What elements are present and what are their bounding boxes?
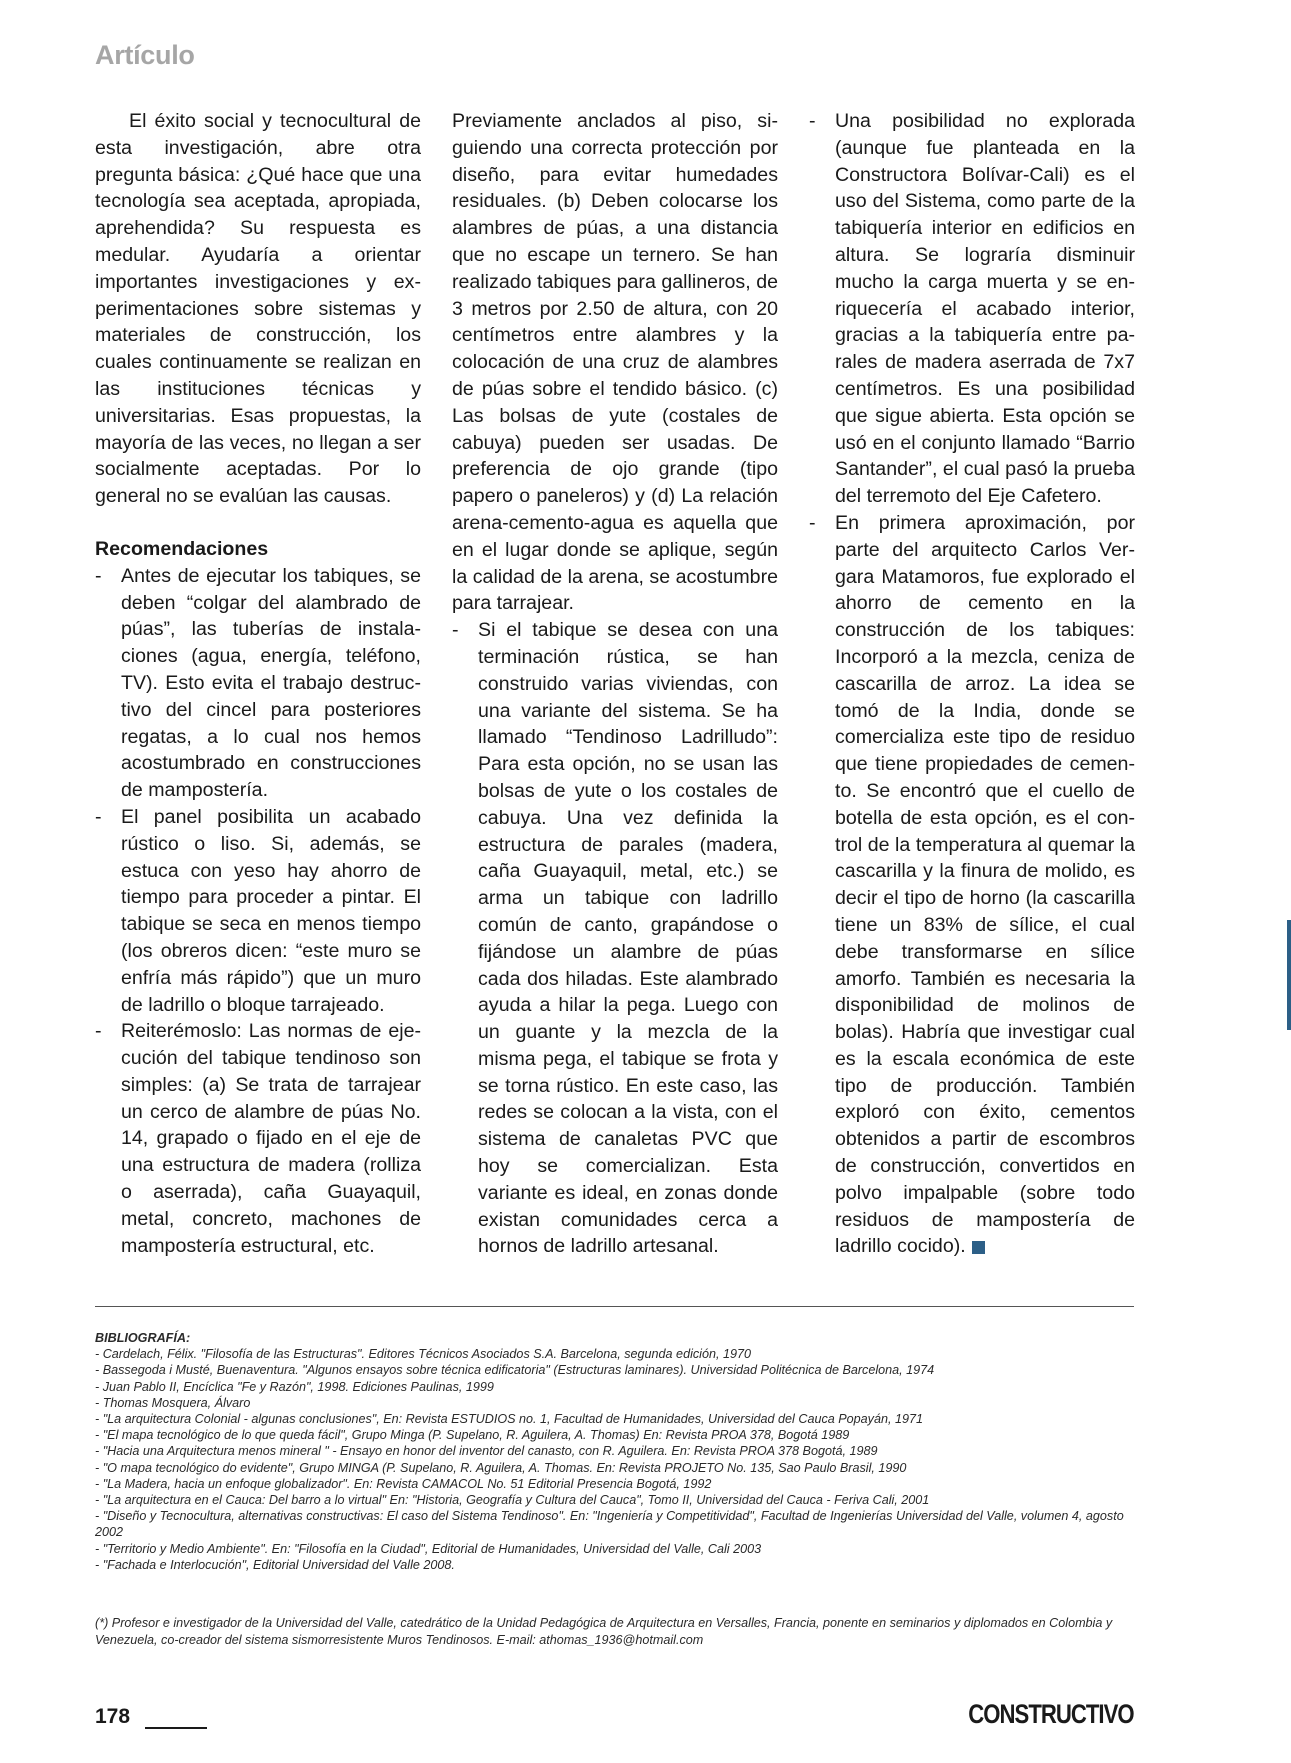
bibliography-entry: - "Hacia una Arquitectura menos mineral " - Ensayo en honor del inventor del canasto, con R. Aguilera. En: Revista PROA 378 Bogotá, 1989 <box>95 1444 878 1459</box>
last-item-text: En primera aproximación, por parte del arquitecto Carlos Vergara Matamoros, fue explorado el ahorro de cemento en la construcción de los tabiques: Incorporó a la mezcla, ceniza de cascarilla de arroz. La idea se tomó de la India, donde se comercializa este tipo de residuo que tiene propiedades de cemento. Se encontró que el cuello de botella de esta opción, es el control de la temperatura al quemar la cascarilla y la finura de molido, es decir el tipo de horno (la cascarilla tiene un 83% de sílice, el cual debe transformarse en sílice amorfo. También es necesaria la disponibilidad de molinos de bolas). Habría que investigar cual es la escala económica de este tipo de producción. También exploró con éxito, cementos obtenidos a partir de escombros de construcción, convertidos en polvo impalpable (sobre todo residuos de mampostería de ladrillo cocido). <box>835 511 1135 1258</box>
column-3 <box>809 108 1135 1290</box>
bibliography-entry: - "O mapa tecnológico do evidente", Grupo MINGA (P. Supelano, R. Aguilera, A. Thomas. En: Revista PROJETO No. 135, Sao Paulo Brasil, 1990 <box>95 1460 907 1475</box>
page-edge-marker <box>1287 920 1291 1030</box>
list-item: - Antes de ejecutar los tabiques, se deben “colgar del alambrado de púas”, las tuberías de instalaciones (agua, energía, teléfono, TV). Esto evita el trabajo destructivo del cincel para posteriores regatas, a lo cual nos hemos acostumbrado en construcciones de mampostería. <box>95 563 421 804</box>
bibliography-entry: - "La Madera, hacia un enfoque globalizador". En: Revista CAMACOL No. 51 Editorial Presencia Bogotá, 1992 <box>95 1476 712 1491</box>
list-item: - Si el tabique se desea con una terminación rústica, se han construido varias viviendas, con una variante del sistema. Se ha llamado “Tendinoso Ladrilludo”: Para esta opción, no se usan las bolsas de yute o los costales de cabuya. Una vez definida la estructura de parales (madera, caña Guayaquil, metal, etc.) se arma un tabique con ladrillo común de canto, grapándose o fijándose un alambre de púas cada dos hiladas. Este alambrado ayuda a hilar la pega. Luego con un guante y la mezcla de la misma pega, el tabique se frota y se torna rústico. En este caso, las redes se colocan a la vista, con el sistema de canaletas PVC que hoy se comercializan. Esta variante es ideal, en zonas donde existan comunidades cerca a hornos de ladrillo artesanal. <box>452 617 778 1260</box>
divider <box>95 1306 1134 1307</box>
recommendations-list-cont <box>452 617 778 1260</box>
bibliography-entry: - Juan Pablo II, Encíclica "Fe y Razón", 1998. Ediciones Paulinas, 1999 <box>95 1379 494 1394</box>
column-1 <box>95 108 421 1290</box>
list-item: - Una posibilidad no explorada (aunque fue planteada en la Constructora Bolívar-Cali) es el uso del Sistema, como parte de la tabiquería interior en edificios en altura. Se lograría disminuir mucho la carga muerta y se enriquecería el acabado interior, gracias a la tabiquería entre parales de madera aserrada de 7x7 centímetros. Es una posibilidad que sigue abierta. Esta opción se usó en el conjunto llamado “Barrio Santander”, el cual pasó la prueba del terremoto del Eje Cafetero. <box>809 108 1135 510</box>
intro-paragraph: El éxito social y tecnocultural de esta investigación, abre otra pregunta básica: ¿Qué hace que una tecnología sea aceptada, apropiada, aprehendida? Su respuesta es medular. Ayudaría a orientar importantes investigaciones y experimentaciones sobre sistemas y materiales de construcción, los cuales continuamente se realizan en las instituciones técnicas y universitarias. Esas propuestas, la mayoría de las veces, no llegan a ser socialmente aceptadas. Por lo general no se evalúan las causas. <box>95 110 421 508</box>
bibliography-entry: - Thomas Mosquera, Álvaro <box>95 1395 251 1410</box>
bibliography <box>95 1330 1135 1573</box>
bibliography-entry: - "La arquitectura Colonial - algunas conclusiones", En: Revista ESTUDIOS no. 1, Facultad de Humanidades, Universidad del Cauca Popayán, 1971 <box>95 1412 923 1427</box>
list-item-last <box>809 510 1135 1260</box>
continuation-paragraph: Previamente anclados al piso, siguiendo una correcta protección por diseño, para evitar humedades residuales. (b) Deben colocarse los alambres de púas, a una distancia que no escape un ternero. Se han realizado tabiques para gallineros, de 3 metros por 2.50 de altura, con 20 centímetros entre alambres y la colocación de una cruz de alambres de púas sobre el tendido básico. (c) Las bolsas de yute (costales de cabuya) pueden ser usadas. De preferencia de ojo grande (tipo papero o paneleros) y (d) La relación arena-cemento-agua es aquella que en el lugar donde se aplique, según la calidad de la arena, se acostumbre para tarrajear. <box>452 110 778 615</box>
bibliography-entry: - Cardelach, Félix. "Filosofía de las Estructuras". Editores Técnicos Asociados S.A. Barcelona, segunda edición, 1970 <box>95 1347 751 1362</box>
column-2 <box>452 108 778 1290</box>
bibliography-list <box>95 1346 1135 1573</box>
page-number-rule <box>145 1727 207 1729</box>
recommendations-list-cont-2 <box>809 108 1135 1260</box>
list-item: - El panel posibilita un acabado rústico o liso. Si, además, se estuca con yeso hay ahorro de tiempo para proceder a pintar. El tabique se seca en menos tiempo (los obreros dicen: “este muro se enfría más rápido”) que un muro de ladrillo o bloque tarrajeado. <box>95 804 421 1018</box>
bibliography-entry: - Bassegoda i Musté, Buenaventura. "Algunos ensayos sobre técnica edificatoria" (Estructuras laminares). Universidad Politécnica de Barcelona, 1974 <box>95 1363 935 1378</box>
magazine-brand: CONSTRUCTIVO <box>968 1699 1134 1729</box>
end-of-article-icon <box>972 1241 985 1254</box>
bibliography-entry: - "Territorio y Medio Ambiente". En: "Filosofía en la Ciudad", Editorial de Humanidades, Universidad del Valle, Cali 2003 <box>95 1541 762 1556</box>
page-number: 178 <box>95 1705 131 1728</box>
list-item: - Reiterémoslo: Las normas de ejecución del tabique tendinoso son simples: (a) Se trata de tarrajear un cerco de alambre de púas No. 14, grapado o fijado en el eje de una estructura de madera (rolliza o aserrada), caña Guayaquil, metal, concreto, machones de mampostería estructural, etc. <box>95 1018 421 1259</box>
author-footnote: (*) Profesor e investigador de la Universidad del Valle, catedrático de la Unidad Pedagógica de Arquitectura en Versalles, Francia, ponente en seminarios y diplomados en Colombia y Venezuela, co-creador del sistema sismorresistente Muros Tendinosos. E-mail: athomas_1936@hotmail.com <box>95 1616 1113 1647</box>
recommendations-heading: Recomendaciones <box>95 537 269 560</box>
bibliography-title: BIBLIOGRAFÍA: <box>95 1331 191 1345</box>
section-label: Artículo <box>95 40 195 70</box>
bibliography-entry: - "Fachada e Interlocución", Editorial Universidad del Valle 2008. <box>95 1557 455 1572</box>
recommendations-list <box>95 563 421 1260</box>
bibliography-entry: - "La arquitectura en el Cauca: Del barro a lo virtual" En: "Historia, Geografía y Cultura del Cauca", Tomo II, Universidad del Cauca - Feriva Cali, 2001 <box>95 1493 930 1508</box>
article-body <box>95 108 1135 1290</box>
bibliography-entry: - "Diseño y Tecnocultura, alternativas constructivas: El caso del Sistema Tendinoso". En: "Ingeniería y Competitividad", Facultad de Ingenierías Universidad del Valle, volumen 4, agosto 2002 <box>95 1509 1124 1540</box>
bibliography-entry: - "El mapa tecnológico de lo que queda fácil", Grupo Minga (P. Supelano, R. Aguilera, A. Thomas) En: Revista PROA 378, Bogotá 1989 <box>95 1428 850 1443</box>
